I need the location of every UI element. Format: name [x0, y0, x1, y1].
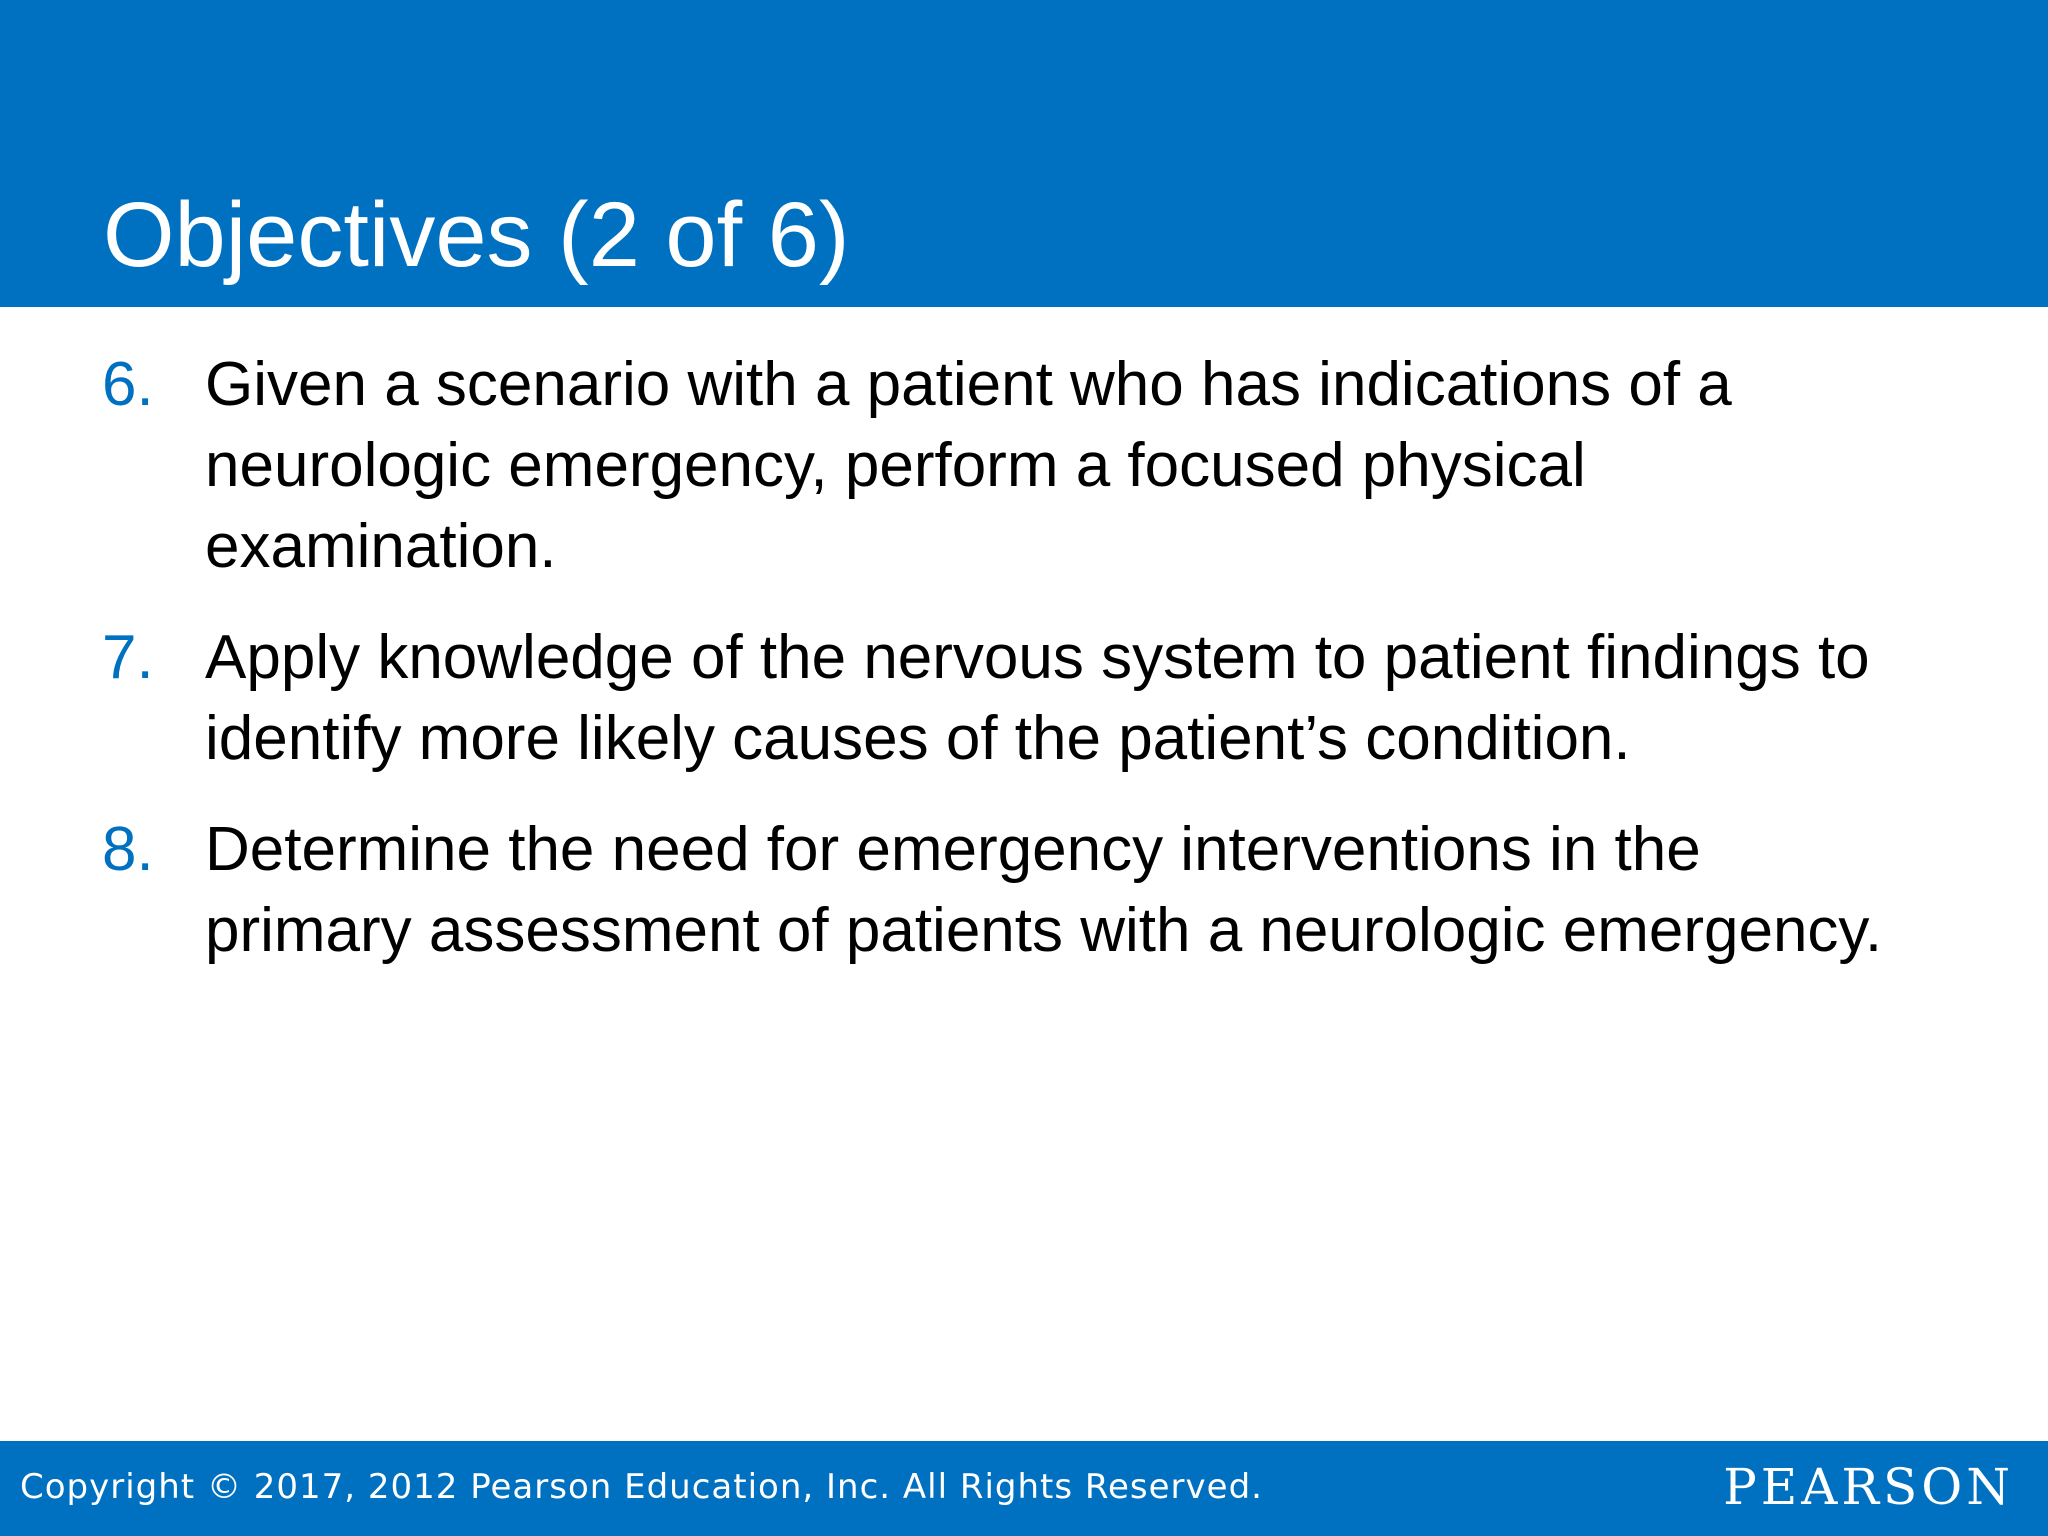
objective-number: 6. [102, 350, 154, 419]
objective-text: Apply knowledge of the nervous system to patient findings to identify more likely causes of the patient’s condition. [205, 623, 1870, 773]
slide-title: Objectives (2 of 6) [103, 184, 850, 286]
objective-text: Determine the need for emergency interventions in the primary assessment of patients with a neurologic emergency. [205, 815, 1883, 965]
objective-text: Given a scenario with a patient who has indications of a neurologic emergency, perform a focused physical examination. [205, 350, 1732, 581]
copyright-notice: Copyright © 2017, 2012 Pearson Education, Inc. All Rights Reserved. [20, 1467, 1263, 1507]
objective-number: 8. [102, 815, 154, 884]
objective-number: 7. [102, 623, 154, 692]
objective-item [0, 617, 2048, 779]
objectives-list [0, 344, 2048, 1001]
pearson-logo: PEARSON [1723, 1458, 2014, 1516]
header-band [0, 0, 2048, 307]
objective-item [0, 344, 2048, 587]
objective-item [0, 809, 2048, 971]
footer-band [0, 1441, 2048, 1536]
